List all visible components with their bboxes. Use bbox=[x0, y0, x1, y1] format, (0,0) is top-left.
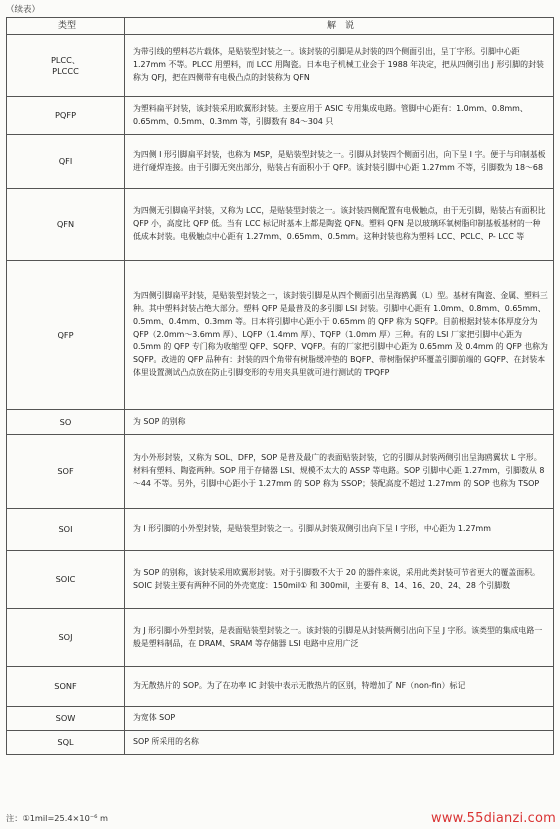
row-type: QFN bbox=[7, 189, 125, 261]
row-type: PQFP bbox=[7, 97, 125, 135]
header-description: 解 说 bbox=[125, 18, 554, 35]
table-row bbox=[7, 135, 554, 189]
row-description: 为塑料扁平封装，该封装采用欧翼形封装。主要应用于 ASIC 专用集成电路。管脚中心距有：1.0mm、0.8mm、0.65mm、0.5mm、0.3mm 等，引脚数有 84～304 只 bbox=[125, 97, 554, 135]
watermark: www.55dianzi.com bbox=[431, 811, 556, 826]
row-type: SONF bbox=[7, 667, 125, 707]
row-description: 为四侧无引脚扁平封装，又称为 LCC，是贴装型封装之一。该封装四侧配置有电极触点，由于无引脚，贴装占有面积比 QFP 小，高度比 QFP 低。当有 LCC 标记时基本上都是陶瓷 QFN。塑料 QFN 是以玻璃环氧树脂印制基板基材的一种低成本封装。电极触点中心距有 1.27mm、0.65mm、0.5mm。这种封装也称为塑料 LCC、PCLC、P- LCC 等 bbox=[125, 189, 554, 261]
continued-label: （续表） bbox=[6, 5, 41, 15]
table-row bbox=[7, 707, 554, 731]
table-row bbox=[7, 35, 554, 97]
package-table bbox=[6, 17, 554, 755]
table-row bbox=[7, 551, 554, 609]
header-type: 类型 bbox=[7, 18, 125, 35]
table-row bbox=[7, 731, 554, 755]
table-row bbox=[7, 609, 554, 667]
row-type: SOW bbox=[7, 707, 125, 731]
row-description: 为 SOP 的别称 bbox=[125, 410, 554, 435]
table-row bbox=[7, 97, 554, 135]
row-description: 为带引线的塑料芯片载体，是贴装型封装之一。该封装的引脚是从封装的四个侧面引出，呈丁字形。引脚中心距 1.27mm 不等。PLCC 用塑料，而 LCC 用陶瓷。日本电子机械工业会于 1988 年决定，把从四侧引出 J 形引脚的封装称为 QFJ，把在四侧带有电极凸点的封装称为 QFN bbox=[125, 35, 554, 97]
row-type: QFI bbox=[7, 135, 125, 189]
table-row bbox=[7, 667, 554, 707]
table-row bbox=[7, 189, 554, 261]
row-type: SOI bbox=[7, 509, 125, 551]
row-description: 为四侧引脚扁平封装，是贴装型封装之一，该封装引脚是从四个侧面引出呈海鸥翼（L）型。基材有陶瓷、金属、塑料三种。其中塑料封装占绝大部分。塑料 QFP 是最普及的多引脚 LSI 封装。引脚中心距有 1.0mm、0.8mm、0.65mm、0.5mm、0.4mm、0.3mm 等。日本将引脚中心距小于 0.65mm 的 QFP 称为 SQFP。目前根据封装本体厚度分为 QFP（2.0mm～3.6mm 厚）、LQFP（1.4mm 厚）、TQFP（1.0mm 厚）三种。有的 LSI 厂家把引脚中心距为 0.5mm 的 QFP 专门称为收缩型 QFP、SQFP、VQFP。有的厂家把引脚中心距为 0.65mm 及 0.4mm 的 QFP 也称为 SQFP。改进的 QFP 品种有：封装的四个角带有树脂缓冲垫的 BQFP、带树脂保护环覆盖引脚前端的 GQFP、在封装本体里设置测试凸点放在防止引脚变形的专用夹具里就可进行测试的 TPQFP bbox=[125, 261, 554, 410]
table-row bbox=[7, 261, 554, 410]
row-description: 为 SOP 的别称，该封装采用欧翼形封装。对于引脚数不大于 20 的器件来说，采用此类封装可节省更大的覆盖面积。SOIC 封装主要有两种不同的外壳宽度：150mil① 和 300mil，主要有 8、14、16、20、24、28 个引脚数 bbox=[125, 551, 554, 609]
table-header-row bbox=[7, 18, 554, 35]
row-description: 为小外形封装，又称为 SOL、DFP，SOP 是普及最广的表面贴装封装，它的引脚从封装两侧引出呈海鸥翼状 L 字形。材料有塑料、陶瓷两种。SOP 用于存储器 LSI、规模不太大的 ASSP 等电路。SOP 引脚中心距 1.27mm，引脚数从 8～44 不等。另外，引脚中心距小于 1.27mm 的 SOP 称为 SSOP；装配高度不超过 1.27mm 的 SOP 也称为 TSOP bbox=[125, 435, 554, 509]
row-type: PLCC、 PLCCC bbox=[7, 35, 125, 97]
row-description: 为 I 形引脚的小外型封装，是贴装型封装之一。引脚从封装双侧引出向下呈 I 字形，中心距为 1.27mm bbox=[125, 509, 554, 551]
table-row bbox=[7, 410, 554, 435]
row-type: SOF bbox=[7, 435, 125, 509]
row-description: 为四侧 I 形引脚扁平封装，也称为 MSP，是贴装型封装之一。引脚从封装四个侧面引出，向下呈 I 字。便于与印制基板进行碰焊连接。由于引脚无突出部分，贴装占有面积小于 QFP。该封装引脚中心距 1.27mm 不等，引脚数为 18～68 bbox=[125, 135, 554, 189]
row-type: SOIC bbox=[7, 551, 125, 609]
row-description: 为 J 形引脚小外型封装，是表面贴装型封装之一。该封装的引脚是从封装两侧引出向下呈 J 字形。该类型的集成电路一般是塑料制品，在 DRAM、SRAM 等存储器 LSI 电路中应用广泛 bbox=[125, 609, 554, 667]
table-row bbox=[7, 435, 554, 509]
row-type: SOJ bbox=[7, 609, 125, 667]
row-type: QFP bbox=[7, 261, 125, 410]
row-type: SQL bbox=[7, 731, 125, 755]
row-description: 为宽体 SOP bbox=[125, 707, 554, 731]
row-description: 为无散热片的 SOP。为了在功率 IC 封装中表示无散热片的区别，特增加了 NF（non-fin）标记 bbox=[125, 667, 554, 707]
row-description: SOP 所采用的名称 bbox=[125, 731, 554, 755]
table-row bbox=[7, 509, 554, 551]
footnote: 注：①1mil=25.4×10⁻⁶ m bbox=[6, 813, 108, 823]
row-type: SO bbox=[7, 410, 125, 435]
